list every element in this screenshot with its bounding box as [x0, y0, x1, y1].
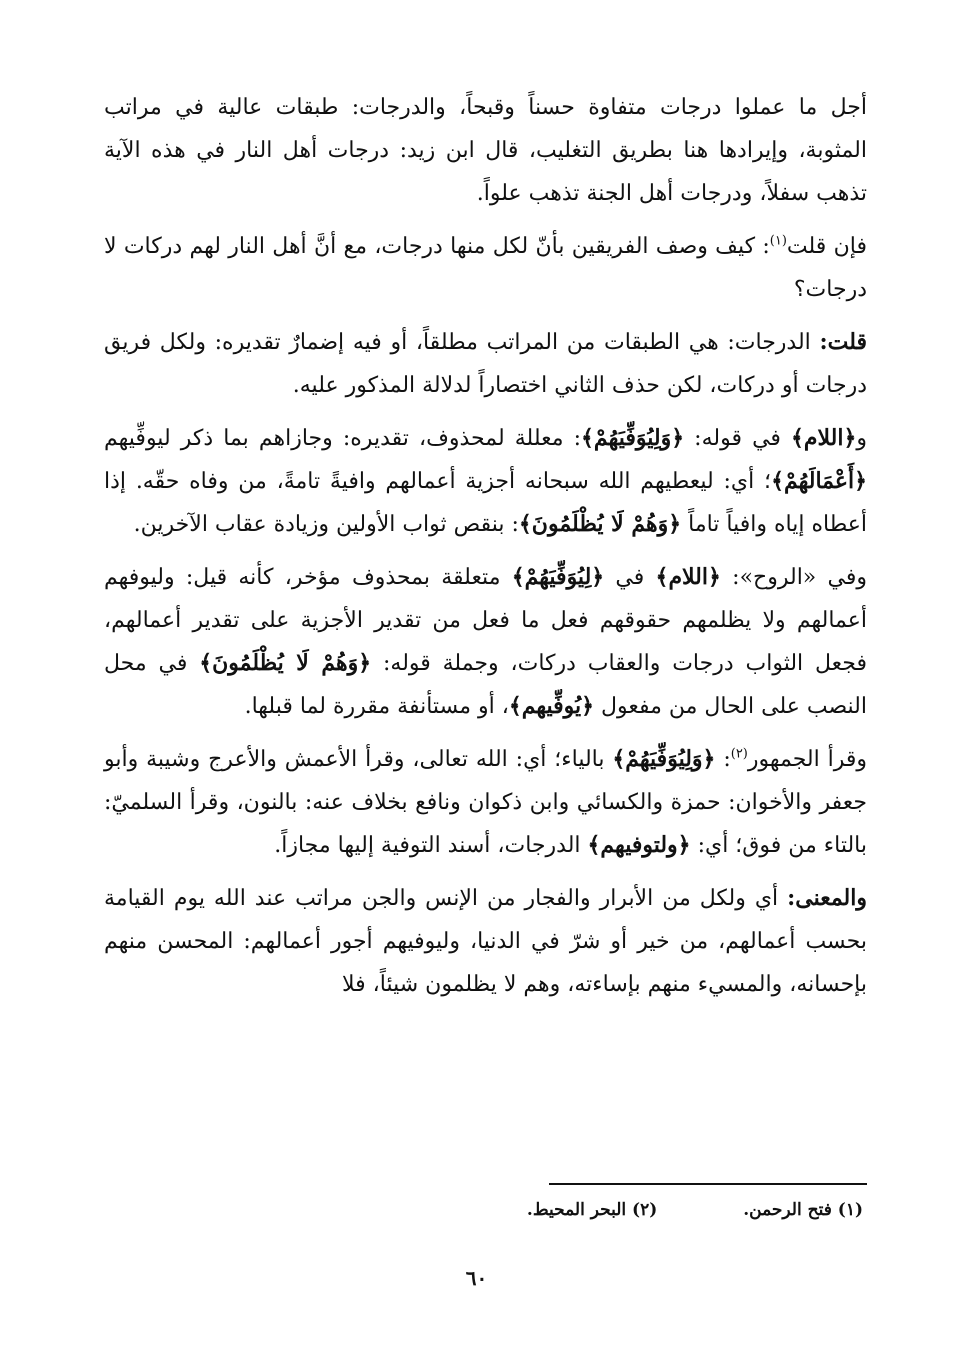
quran-quote: ﴿وَلِيُوَفِّيَهُمْ﴾	[581, 425, 685, 451]
paragraph-lead: والمعنى:	[787, 885, 867, 911]
paragraph-2	[104, 225, 867, 311]
footnote-ref-2[interactable]: (٢)	[730, 746, 748, 762]
footnote-2	[527, 1196, 657, 1224]
paragraph-text: متعلقة بمحذوف مؤخر، كأنه قيل: وليوفهم أعمالهم ولا يظلمهم حقوقهم فعل ما فعل من تقدير الأجزية على تقدير أعمالهم، فجعل الثواب درجات والعقاب دركات، وجملة قوله:	[104, 565, 867, 676]
paragraph-6	[104, 738, 867, 867]
paragraph-text: أجل ما عملوا درجات متفاوة حسناً وقبحاً، والدرجات: طبقات عالية في مراتب المثوبة، وإيرادها هنا بطريق التغليب، قال ابن زيد: درجات أهل النار في هذه الآية تذهب سفلاً، ودرجات أهل الجنة تذهب علواً.	[104, 95, 867, 206]
paragraph-text: بالياء؛ أي: الله تعالى، وقرأ الأعمش والأعرج وشيبة وأبو جعفر والأخوان: حمزة والكسائي وابن ذكوان ونافع بخلاف عنه: بالنون، وقرأ السلميّ: بالتاء من فوق؛ أي:	[104, 747, 867, 858]
paragraph-text: الدرجات: هي الطبقات من المراتب مطلقاً، أو فيه إضمارٌ تقديره: ولكل فريق درجات أو دركات، لكن حذف الثاني اختصاراً لدلالة المذكور عليه.	[104, 330, 867, 398]
footnote-ref-1[interactable]: (١)	[769, 233, 787, 249]
paragraph-lead: قلت:	[819, 329, 867, 355]
footnote-1	[743, 1196, 863, 1224]
quran-quote: ﴿يُوفِّيهم﴾	[508, 693, 595, 719]
quran-quote: ﴿وَهُمْ لَا يُظْلَمُونَ﴾	[518, 511, 682, 537]
paragraph-text: :	[715, 747, 731, 772]
paragraph-3	[104, 321, 867, 407]
quran-quote: ﴿أَعْمَالَهُمْ﴾	[771, 468, 867, 494]
footnote-text: البحر المحيط.	[526, 1200, 627, 1220]
paragraph-1	[104, 86, 867, 215]
page-number: ٦٠	[465, 1266, 488, 1290]
footnote-divider	[549, 1183, 867, 1185]
paragraph-text: : كيف وصف الفريقين بأنّ لكل منها درجات، مع أنَّ أهل النار لهم دركات لا درجات؟	[104, 234, 867, 302]
paragraph-text: في محل النصب على الحال من مفعول	[104, 651, 867, 719]
footnote-text: فتح الرحمن.	[743, 1200, 832, 1220]
paragraph-text: : معللة لمحذوف، تقديره: وجازاهم بما ذكر ليوفِّيهم	[104, 426, 582, 451]
paragraph-text: الدرجات، أسند التوفية إليها مجازاً.	[274, 833, 588, 858]
quran-quote: ﴿ولتوفيهم﴾	[587, 832, 691, 858]
quran-quote: ﴿اللام﴾	[791, 425, 857, 451]
quran-quote: ﴿وَهُمْ لَا يُظْلَمُونَ﴾	[199, 650, 372, 676]
main-text	[104, 86, 867, 1016]
paragraph-text: أي ولكل من الأبرار والفجار من الإنس والجن مراتب عند الله يوم القيامة بحسب أعمالهم، من خير أو شرّ في الدنيا، وليوفيهم أجور أعمالهم: المحسن منهم بإحسانه، والمسيء منهم بإساءته، وهم لا يظلمون شيئاً، فلا	[104, 886, 867, 997]
footnote-number: (٢)	[632, 1200, 658, 1220]
paragraph-text: و	[856, 426, 867, 451]
footnotes	[300, 1196, 863, 1224]
quran-quote: ﴿لِيُوَفِّيَهُمْ﴾	[511, 564, 605, 590]
paragraph-text: ؛ أي: ليعطيهم الله سبحانه أجزية أعمالهم وافيةً تامةً، من وفاه حقّه. إذا أعطاه إياه وافياً تاماً	[104, 469, 867, 537]
paragraph-4	[104, 417, 867, 546]
footnote-number: (١)	[837, 1200, 863, 1220]
paragraph-text: : بنقص ثواب الأولين وزيادة عقاب الآخرين.	[133, 512, 519, 537]
quran-quote: ﴿وَلِيُوَفِّيَهُمْ﴾	[612, 746, 716, 772]
paragraph-5	[104, 556, 867, 728]
paragraph-text: وقرأ الجمهور	[747, 747, 868, 772]
quran-quote: ﴿اللام﴾	[655, 564, 721, 590]
paragraph-text: ، أو مستأنفة مقررة لما قبلها.	[244, 694, 509, 719]
paragraph-text: فإن قلت	[786, 234, 867, 259]
paragraph-text: في	[604, 565, 656, 590]
paragraph-text: في قوله:	[684, 426, 792, 451]
paragraph-text: وفي «الروح»:	[720, 565, 868, 590]
paragraph-7	[104, 877, 867, 1006]
